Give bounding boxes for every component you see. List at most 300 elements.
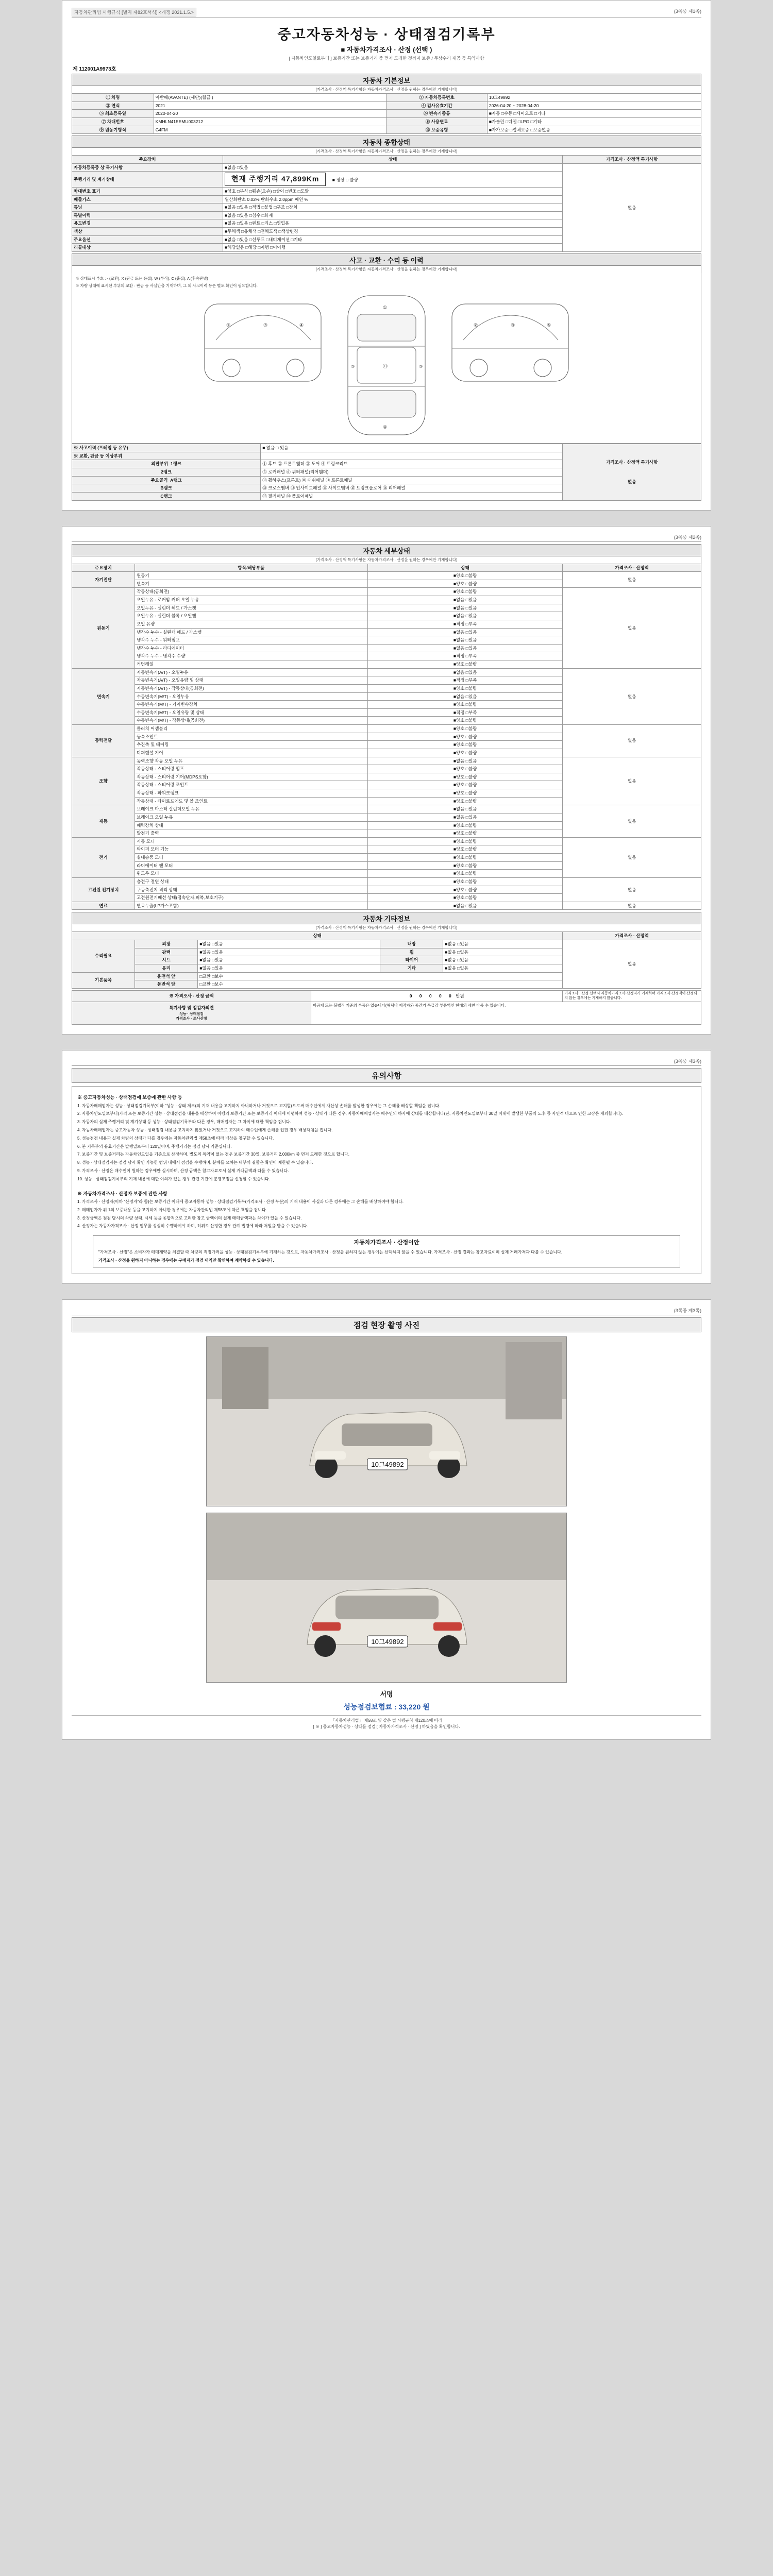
detail-state-6-1[interactable]: ■양호 □불량 <box>367 845 563 854</box>
special-note-sub1: 성능 · 상태점검 <box>179 1012 204 1016</box>
basic-value-5: 2020-04-20 <box>154 110 386 118</box>
detail-table <box>72 564 701 910</box>
inspection-fee: 성능점검보험료 : 33,220 원 <box>343 1702 430 1711</box>
detail-state-4-3[interactable]: ■양호 □불량 <box>367 781 563 789</box>
detail-group-6: 전기 <box>72 837 135 877</box>
section-accident-heading: 사고 · 교환 · 수리 등 이력 <box>72 253 701 266</box>
table-row <box>72 163 701 172</box>
car-diagram <box>75 291 698 440</box>
parts-group-3 <box>72 484 261 493</box>
svg-text:⑥: ⑥ <box>547 323 551 328</box>
condition-row-label-3: 배출가스 <box>72 195 223 204</box>
detail-state-6-3[interactable]: ■양호 □불량 <box>367 861 563 870</box>
valuation-guide-box <box>93 1235 680 1267</box>
accident-parts-value[interactable] <box>261 452 563 460</box>
detail-state-2-2[interactable]: ■양호 □불량 <box>367 684 563 692</box>
condition-row-label-0: 자동차등록증 상 특기사항 <box>72 163 223 172</box>
detail-col-2: 상태 <box>367 564 563 572</box>
table-row <box>72 110 701 118</box>
detail-group-1: 원동기 <box>72 588 135 668</box>
parts-group-text-0: ① 후드 ② 프론트휀더 ③ 도어 ④ 트렁크리드 <box>261 460 563 468</box>
detail-item-8-0: 연료누출(LP가스포함) <box>135 902 368 910</box>
detail-item-5-2: 배력장치 상태 <box>135 821 368 829</box>
detail-item-2-2: 자동변속기(A/T) - 작동상태(공회전) <box>135 684 368 692</box>
parts-group-level-2: A랭크 <box>170 477 182 483</box>
detail-state-5-1[interactable]: ■없음 □있음 <box>367 813 563 821</box>
parts-group-level-3: B랭크 <box>160 485 172 491</box>
detail-state-1-3[interactable]: ■없음 □있음 <box>367 612 563 620</box>
detail-note-7: 없음 <box>563 877 701 902</box>
condition-col-2: 상태 <box>223 156 563 164</box>
detail-item-6-2: 실내송풍 모터 <box>135 854 368 862</box>
special-note-text[interactable]: 비공개 또는 불법적 기준의 부품은 없습니다(해체나 제작자와 중간기 특급감 부품역인 현대의 세찬 다룸 수 있습니다. <box>311 1002 701 1025</box>
detail-state-6-2[interactable]: ■양호 □불량 <box>367 854 563 862</box>
other-value-3b[interactable]: ■없음 □있음 <box>443 964 563 972</box>
condition-row-state-3[interactable]: 일산화탄소 0.02% 탄화수소 2.0ppm 매연 % <box>223 195 563 204</box>
condition-row-label-6: 용도변경 <box>72 219 223 228</box>
accident-diagram-block <box>72 273 701 444</box>
detail-item-1-1: 오일누유 - 로커암 커버 오일 누유 <box>135 596 368 604</box>
table-row <box>72 126 701 134</box>
table-header-row <box>72 156 701 164</box>
detail-state-4-0[interactable]: ■없음 □있음 <box>367 757 563 765</box>
basic-value-10: ■자가보증 □업체보증 □보증없음 <box>487 126 701 134</box>
detail-item-6-3: 라디에이터 팬 모터 <box>135 861 368 870</box>
parts-group-text-4: ⑰ 필러패널 ⑱ 플로어패널 <box>261 492 563 500</box>
svg-text:③: ③ <box>263 323 268 328</box>
detail-state-4-1[interactable]: ■양호 □불량 <box>367 765 563 773</box>
detail-state-5-2[interactable]: ■양호 □불량 <box>367 821 563 829</box>
page-1 <box>62 0 711 511</box>
detail-state-3-2[interactable]: ■양호 □불량 <box>367 741 563 749</box>
detail-note-0: 없음 <box>563 572 701 588</box>
rear-plate-text: 10그49892 <box>371 1637 404 1646</box>
diagram-legend-2: ※ 차량 상태에 표시된 부위의 교환 · 판금 등 사실만을 기재하며, 그 외 사고이력 등은 별도 확인이 필요합니다. <box>75 283 258 288</box>
condition-row-state-1[interactable] <box>223 172 563 188</box>
condition-row-label-1: 주행거리 및 계기상태 <box>72 172 223 188</box>
svg-text:①: ① <box>226 323 231 328</box>
page-number-4: (3쪽중 제3쪽) <box>674 1308 701 1313</box>
condition-row-state-7[interactable]: ■무채색 □유채색 □전체도색 □색상변경 <box>223 228 563 236</box>
parts-group-text-1: ⑤ 로커패널 ⑥ 쿼터패널(리어휀더) <box>261 468 563 477</box>
notice-item: 7. 보증기간 및 보증거리는 자동차인도일을 기준으로 산정하며, 별도의 특약이 없는 경우 보증기간 30일, 보증거리 2,000km 중 먼저 도래한 것으로 합니다. <box>77 1152 349 1157</box>
valuation-title: ※ 가격조사 · 산정 금액 <box>72 990 311 1002</box>
basic-value-8: ■가솔린 □디젤 □LPG □기타 <box>487 117 701 126</box>
accident-history-value[interactable]: ■ 없음 □ 있음 <box>261 444 563 452</box>
detail-note-5: 없음 <box>563 805 701 838</box>
svg-text:②: ② <box>474 323 478 328</box>
accident-price-note-title: 가격조사 · 산정액 특기사항 <box>606 459 658 465</box>
condition-row-state-2[interactable]: ■양호 □부식 □훼손(오손) □상이 □변조 □도말 <box>223 187 563 195</box>
other-item-2b: 타이어 <box>380 956 443 964</box>
svg-text:⑬: ⑬ <box>383 364 388 369</box>
valuation-guide-title: 자동차가격조사 · 산정이안 <box>354 1240 419 1246</box>
parts-group-text-2: ⑨ 휠하우스(프론트) ⑩ 대쉬패널 ⑪ 프론트패널 <box>261 476 563 484</box>
condition-price-note: 없음 <box>563 163 701 251</box>
accident-price-note-label <box>563 444 701 500</box>
detail-col-3: 가격조사 · 산정액 <box>563 564 701 572</box>
other-value-2b[interactable]: ■없음 □있음 <box>443 956 563 964</box>
detail-note-2: 없음 <box>563 668 701 724</box>
notice-item: 3. 산정금액은 점검 당시의 차량 상태, 시세 등을 종합적으로 고려한 참고 금액이며 실제 매매금액과는 차이가 있을 수 있습니다. <box>77 1215 302 1221</box>
detail-state-2-5[interactable]: ■적정 □부족 <box>367 708 563 717</box>
accident-history-label: ※ 사고이력 (프레임 등 유무) <box>72 444 261 452</box>
detail-item-2-0: 자동변속기(A/T) - 오일누유 <box>135 668 368 676</box>
condition-col-0: 주요장치 <box>72 156 223 164</box>
valuation-amount[interactable] <box>311 990 562 1002</box>
notice-item: 1. 자동차매매업자는 성능 · 상태점검기록부(이하 "성능 · 상태 체크(의 기재 내용을 고지하지 아니하거나 거짓으로 고지할(으로써 매수인에게 재산상 손해를 발생한 경우에는 그 손해를 배상할 책임을 집니다. <box>77 1103 441 1108</box>
section-condition-note: (가격조사 · 산정액 특기사항은 자동차가격조사 · 산정을 원하는 경우에만 기재합니다) <box>72 148 701 155</box>
basic-label-7: ⑦ 차대번호 <box>72 117 154 126</box>
svg-text:⑤: ⑤ <box>419 364 423 369</box>
valuation-table <box>72 990 701 1025</box>
section-other-heading: 자동차 기타정보 <box>72 912 701 924</box>
detail-group-2: 변속기 <box>72 668 135 724</box>
detail-state-4-4[interactable]: ■양호 □불량 <box>367 789 563 798</box>
detail-state-1-8[interactable]: ■적정 □부족 <box>367 652 563 660</box>
basic-value-3: 2021 <box>154 101 386 110</box>
detail-note-6: 없음 <box>563 837 701 877</box>
condition-row-state-0[interactable]: ■없음 □있음 <box>223 163 563 172</box>
detail-item-2-6: 수동변속기(M/T) - 작동상태(공회전) <box>135 717 368 725</box>
table-row <box>72 444 701 452</box>
detail-state-3-0[interactable]: ■양호 □불량 <box>367 725 563 733</box>
detail-group-8: 연료 <box>72 902 135 910</box>
detail-state-6-4[interactable]: ■양호 □불량 <box>367 870 563 878</box>
detail-state-1-0[interactable]: ■양호 □불량 <box>367 588 563 596</box>
detail-item-0-0: 원동기 <box>135 572 368 580</box>
table-row <box>72 940 701 948</box>
detail-state-0-1[interactable]: ■양호 □불량 <box>367 580 563 588</box>
table-row <box>72 877 701 886</box>
detail-note-3: 없음 <box>563 725 701 757</box>
table-row <box>72 805 701 814</box>
table-row <box>72 572 701 580</box>
detail-col-0: 주요장치 <box>72 564 135 572</box>
valuation-amount-digits: 0 0 0 0 0 <box>409 993 455 999</box>
valuation-amount-unit: 만원 <box>456 993 464 999</box>
notice-item: 5. 성능점검 내용과 실제 차량의 상태가 다를 경우에는 자동차관리법 제58조에 따라 배상을 청구할 수 있습니다. <box>77 1136 274 1141</box>
signature-label: 서명 <box>380 1690 393 1698</box>
parts-group-level-1: 2랭크 <box>161 469 172 474</box>
detail-item-6-4: 윈도우 모터 <box>135 870 368 878</box>
parts-group-4 <box>72 492 261 500</box>
detail-item-1-5: 냉각수 누수 - 실린더 헤드 / 가스켓 <box>135 628 368 636</box>
footer-line-1: 「자동차관리법」 제58조 및 같은 법 시행규칙 제120조에 따라 <box>330 1718 443 1723</box>
special-note-sub2: 가격조사 · 조사산정 <box>176 1017 207 1021</box>
basic-label-6: ⑥ 변속기종류 <box>386 110 487 118</box>
detail-item-1-0: 작동상태(공회전) <box>135 588 368 596</box>
other-item-1b: 휠 <box>380 948 443 956</box>
basic-value-9: G4FM <box>154 126 386 134</box>
page-number-1: (3쪽중 제1쪽) <box>674 9 701 14</box>
detail-item-4-1: 작동상태 - 스티어링 펌프 <box>135 765 368 773</box>
other-item-0a: 외장 <box>135 940 198 948</box>
detail-item-0-1: 변속기 <box>135 580 368 588</box>
detail-state-1-1[interactable]: ■없음 □있음 <box>367 596 563 604</box>
detail-item-1-3: 오일누유 - 실린더 블록 / 오일팬 <box>135 612 368 620</box>
document-footer <box>72 1715 701 1730</box>
section-condition-heading: 자동차 종합상태 <box>72 135 701 148</box>
detail-state-6-0[interactable]: ■양호 □불량 <box>367 837 563 845</box>
photo-front <box>206 1336 567 1506</box>
document-subnote: [ 자동차인도일로부터 ] 보증기간 또는 보증거리 중 먼저 도래한 것까지 보증 / 무상수리 제공 등 특약사항 <box>289 56 484 61</box>
other-item-3b: 기타 <box>380 964 443 972</box>
tire-value-1[interactable]: □교환 □보수 <box>198 980 563 989</box>
table-header-row <box>72 932 701 940</box>
page-header-strip-4 <box>72 1307 701 1315</box>
valuation-side-note: 가격조사 · 산정 선택시 자동차가격조사·산정자가 기재하며 가격조사·산정액이 산정되지 않는 경우에는 기재하지 않습니다. <box>563 990 701 1002</box>
svg-text:③: ③ <box>511 323 515 328</box>
parts-group-2 <box>72 476 261 484</box>
condition-row-label-9: 리콜대상 <box>72 244 223 252</box>
photo-rear <box>206 1513 567 1683</box>
parts-group-name-0: 외판부위 <box>151 461 169 467</box>
basic-value-7: KMHLN41EEMU003212 <box>154 117 386 126</box>
condition-row-label-8: 주요옵션 <box>72 235 223 244</box>
detail-item-1-7: 냉각수 누수 - 라디에이터 <box>135 644 368 652</box>
car-diagram-left-side <box>201 291 325 394</box>
notice-item: 6. 본 기록부의 유효기간은 발행일로부터 120일이며, 주행거리는 점검 당시 기준입니다. <box>77 1144 232 1149</box>
detail-item-4-3: 작동상태 - 스티어링 조인트 <box>135 781 368 789</box>
table-header-row <box>72 564 701 572</box>
basic-value-4: 2026-04-20 ~ 2028-04-20 <box>487 101 701 110</box>
notice-item: 10. 성능 · 상태점검기록부의 기재 내용에 대한 이의가 있는 경우 관련 기관에 분쟁조정을 신청할 수 있습니다. <box>77 1176 270 1181</box>
mileage-state[interactable]: ■ 정상 □ 불량 <box>332 177 358 183</box>
detail-item-1-2: 오일누유 - 실린더 헤드 / 가스켓 <box>135 604 368 612</box>
notice-item: 2. 매매업자가 위 1의 보증내용 등을 고지하지 아니한 경우에는 자동차관리법 제58조에 따른 책임을 집니다. <box>77 1207 267 1212</box>
other-value-1b[interactable]: ■없음 □있음 <box>443 948 563 956</box>
notice-item: 2. 자동차인도일로부터(가격 또는 보증기간 성능 · 상태점검을 내용을 배상하여 이행의 보증기간 또는 보증거리 이내에 이행하며 성능 · 상태가 다른 경우, 자동차매매업자는 매수인의 하자에 상태를 배상합니다(단, 자동차인도일로부터 30일 이내에 발생한 부품의 노후 등 자연적 마모로 인한 고장은 제외합니다). <box>77 1111 623 1116</box>
notice-heading-2: ※ 자동차가격조사 · 산정자 보증에 관한 사항 <box>77 1191 167 1196</box>
other-col-1: 가격조사 · 산정액 <box>563 932 701 940</box>
svg-text:①: ① <box>383 305 388 311</box>
detail-state-7-0[interactable]: ■양호 □불량 <box>367 877 563 886</box>
table-row <box>72 837 701 845</box>
section-basic-heading: 자동차 기본정보 <box>72 74 701 86</box>
document-title: 중고자동차성능 · 상태점검기록부 <box>277 27 496 42</box>
other-value-3a[interactable]: ■없음 □있음 <box>198 964 380 972</box>
car-diagram-right-side <box>448 291 572 394</box>
condition-row-state-9[interactable]: ■해당없음 □해당 □이행 □미이행 <box>223 244 563 252</box>
condition-row-state-8[interactable]: ■없음 □있음 □선루프 □내비게이션 □기타 <box>223 235 563 244</box>
other-item-1a: 광택 <box>135 948 198 956</box>
table-row <box>72 990 701 1002</box>
condition-table <box>72 155 701 252</box>
parts-group-level-0: 1랭크 <box>170 461 182 467</box>
detail-item-1-4: 오일 유량 <box>135 620 368 628</box>
detail-item-5-3: 발전기 출력 <box>135 829 368 838</box>
basic-info-table <box>72 93 701 134</box>
section-detail-heading: 자동차 세부상태 <box>72 544 701 556</box>
page-header-strip <box>72 8 701 18</box>
parts-group-text-3: ⑫ 크로스멤버 ⑬ 인사이드패널 ⑭ 사이드멤버 ⑮ 트렁크플로어 ⑯ 리어패널 <box>261 484 563 493</box>
notice-item: 4. 자동차매매업자는 중고자동차 성능 · 상태점검 내용을 고지하지 않았거나 거짓으로 고지하여 매수인에게 손해를 입힌 경우 배상책임을 집니다. <box>77 1128 333 1133</box>
car-diagram-top-view <box>327 291 446 440</box>
detail-state-1-4[interactable]: ■적정 □부족 <box>367 620 563 628</box>
detail-item-3-2: 추진축 및 베어링 <box>135 741 368 749</box>
notice-body <box>72 1086 701 1274</box>
svg-text:④: ④ <box>299 323 304 328</box>
detail-item-2-1: 자동변속기(A/T) - 오일유량 및 상태 <box>135 676 368 685</box>
detail-state-7-2[interactable]: ■양호 □불량 <box>367 894 563 902</box>
document-number: 제 112001A9973호 <box>73 66 116 72</box>
basic-label-8: ⑧ 사용연료 <box>386 117 487 126</box>
other-group-label: 수리필요 <box>72 940 135 973</box>
section-accident-note: (가격조사 · 산정액 특기사항은 자동차가격조사 · 산정을 원하는 경우에만 기재합니다) <box>72 266 701 273</box>
accident-summary-table <box>72 444 701 500</box>
basic-value-6: ■자동 □수동 □세미오토 □기타 <box>487 110 701 118</box>
detail-group-0: 자기진단 <box>72 572 135 588</box>
notice-item: 8. 성능 · 상태점검자는 점검 당시 확인 가능한 범위 내에서 점검을 수행하며, 분해를 요하는 내부의 결함은 확인이 제한될 수 있습니다. <box>77 1160 313 1165</box>
detail-state-5-0[interactable]: ■없음 □있음 <box>367 805 563 814</box>
tire-value-0[interactable]: □교환 □보수 <box>198 972 563 980</box>
detail-item-5-1: 브레이크 오일 누유 <box>135 813 368 821</box>
detail-note-1: 없음 <box>563 588 701 668</box>
other-info-table <box>72 931 701 988</box>
footer-line-2: [ ※ ] 중고자동차성능 · 상태를 점검 [ 자동차가격조사 · 산정 ] 하였음을 확인합니다. <box>313 1724 460 1729</box>
tire-item-0: 운전석 앞 <box>135 972 198 980</box>
document-subtitle: ■ 자동차가격조사 · 산정 (선택 ) <box>341 46 432 54</box>
detail-state-3-1[interactable]: ■양호 □불량 <box>367 733 563 741</box>
detail-item-6-0: 시동 모터 <box>135 837 368 845</box>
tire-group-label: 기본품목 <box>72 972 135 988</box>
detail-item-7-0: 충전구 절연 상태 <box>135 877 368 886</box>
basic-label-3: ③ 연식 <box>72 101 154 110</box>
valuation-guide-bold: 가격조사 · 산정을 원하지 아니하는 경우에는 구매자가 점검 내역만 확인하여 계약하실 수 있습니다. <box>98 1258 274 1263</box>
detail-state-2-4[interactable]: ■양호 □불량 <box>367 701 563 709</box>
basic-label-9: ⑨ 원동기형식 <box>72 126 154 134</box>
detail-item-4-4: 작동상태 - 파워크랭크 <box>135 789 368 798</box>
page-2 <box>62 526 711 1035</box>
page-header-strip-3 <box>72 1058 701 1066</box>
form-reference: 자동차관리법 시행규칙 [별지 제82호서식] <개정 2021.1.5.> <box>72 8 196 16</box>
table-row <box>72 101 701 110</box>
page-number-3: (3쪽중 제3쪽) <box>674 1059 701 1064</box>
detail-state-1-9[interactable]: ■양호 □불량 <box>367 660 563 669</box>
other-item-0b: 내장 <box>380 940 443 948</box>
detail-item-2-4: 수동변속기(M/T) - 기어변속장치 <box>135 701 368 709</box>
detail-item-4-2: 작동상태 - 스티어링 기어(MDPS포함) <box>135 773 368 781</box>
section-other-note: (가격조사 · 산정액 특기사항은 자동차가격조사 · 산정을 원하는 경우에만 기재합니다) <box>72 924 701 931</box>
condition-row-state-4[interactable]: ■없음 □있음 □적법 □불법 □구조 □장치 <box>223 204 563 212</box>
notice-item: 3. 자동차의 실제 주행거리 및 계기상태 등 성능 · 상태점검기록부와 다른 경우, 매매업자는 그 차이에 대한 책임을 집니다. <box>77 1120 291 1125</box>
detail-state-1-7[interactable]: ■없음 □있음 <box>367 644 563 652</box>
detail-state-8-0[interactable]: ■없음 □있음 <box>367 902 563 910</box>
basic-value-2: 10그49892 <box>487 94 701 102</box>
page-4 <box>62 1299 711 1740</box>
accident-price-note-value: 없음 <box>627 479 636 485</box>
detail-item-1-6: 냉각수 누수 - 워터펌프 <box>135 636 368 645</box>
condition-row-label-4: 튜닝 <box>72 204 223 212</box>
table-row <box>72 668 701 676</box>
detail-group-3: 동력전달 <box>72 725 135 757</box>
basic-label-4: ④ 검사유효기간 <box>386 101 487 110</box>
section-basic-note: (가격조사 · 산정액 특기사항은 자동차가격조사 · 산정을 원하는 경우에만 기재합니다) <box>72 86 701 93</box>
table-row <box>72 1002 701 1025</box>
page-3 <box>62 1050 711 1283</box>
other-value-1a[interactable]: ■없음 □있음 <box>198 948 380 956</box>
other-col-0: 상태 <box>72 932 563 940</box>
table-row <box>72 117 701 126</box>
detail-item-3-3: 디퍼렌셜 기어 <box>135 749 368 757</box>
condition-row-label-5: 특별이력 <box>72 211 223 219</box>
notice-title: 유의사항 <box>72 1068 701 1083</box>
other-item-3a: 유리 <box>135 964 198 972</box>
section-detail-note: (가격조사 · 산정액 특기사항은 자동차가격조사 · 산정을 원하는 경우에만 기재합니다) <box>72 556 701 564</box>
detail-state-1-6[interactable]: ■없음 □있음 <box>367 636 563 645</box>
svg-text:④: ④ <box>383 425 388 430</box>
table-row <box>72 757 701 765</box>
parts-group-0 <box>72 460 261 468</box>
table-row <box>72 588 701 596</box>
basic-label-5: ⑤ 최초등록일 <box>72 110 154 118</box>
mileage-value: 현재 주행거리 47,899Km <box>225 173 326 186</box>
basic-label-2: ② 자동차등록번호 <box>386 94 487 102</box>
condition-row-state-6[interactable]: ■없음 □있음 □렌트 □리스 □영업용 <box>223 219 563 228</box>
detail-group-4: 조향 <box>72 757 135 805</box>
detail-note-4: 없음 <box>563 757 701 805</box>
parts-group-level-4: C랭크 <box>160 493 172 499</box>
page-number-2: (3쪽중 제2쪽) <box>674 534 701 540</box>
other-item-2a: 시트 <box>135 956 198 964</box>
condition-row-state-5[interactable]: ■없음 □있음 □침수 □화재 <box>223 211 563 219</box>
diagram-legend-1: ※ 상태표시 부호 : - (교환), X (판금 또는 용접), W (부식), C (흠집), A (후속판넬) <box>75 276 208 281</box>
detail-state-4-2[interactable]: ■양호 □불량 <box>367 773 563 781</box>
detail-state-2-0[interactable]: ■없음 □있음 <box>367 668 563 676</box>
page-header-strip-2 <box>72 534 701 542</box>
condition-col-3: 가격조사 · 산정액 특기사항 <box>563 156 701 164</box>
condition-row-label-7: 색상 <box>72 228 223 236</box>
photo-rear-image <box>207 1513 567 1683</box>
table-row <box>72 725 701 733</box>
detail-item-4-0: 동력조향 작동 오일 누유 <box>135 757 368 765</box>
detail-state-0-0[interactable]: ■양호 □불량 <box>367 572 563 580</box>
detail-state-2-3[interactable]: ■없음 □있음 <box>367 692 563 701</box>
other-value-2a[interactable]: ■없음 □있음 <box>198 956 380 964</box>
detail-state-1-2[interactable]: ■없음 □있음 <box>367 604 563 612</box>
detail-state-5-3[interactable]: ■양호 □불량 <box>367 829 563 838</box>
detail-state-1-5[interactable]: ■없음 □있음 <box>367 628 563 636</box>
detail-item-7-1: 구동축전지 격리 상태 <box>135 886 368 894</box>
detail-state-2-1[interactable]: ■적정 □부족 <box>367 676 563 685</box>
parts-group-name-2: 주요골격 <box>150 477 168 483</box>
special-note-title: 특기사항 및 점검자의견 <box>169 1005 214 1010</box>
detail-col-1: 항목/해당부품 <box>135 564 368 572</box>
special-note-label <box>72 1002 311 1025</box>
detail-item-3-1: 등속조인트 <box>135 733 368 741</box>
table-row <box>72 94 701 102</box>
parts-group-1 <box>72 468 261 477</box>
other-value-0a[interactable]: ■없음 □있음 <box>198 940 380 948</box>
detail-state-2-6[interactable]: ■양호 □불량 <box>367 717 563 725</box>
detail-state-4-5[interactable]: ■양호 □불량 <box>367 797 563 805</box>
detail-note-8: 없음 <box>563 902 701 910</box>
front-plate-text: 10그49892 <box>371 1460 404 1468</box>
detail-state-3-3[interactable]: ■양호 □불량 <box>367 749 563 757</box>
detail-state-7-1[interactable]: ■양호 □불량 <box>367 886 563 894</box>
basic-label-1: ① 차명 <box>72 94 154 102</box>
detail-item-3-0: 클러치 어셈블리 <box>135 725 368 733</box>
basic-value-1: 아반떼(AVANTE) (세단)(월급 ) <box>154 94 386 102</box>
other-value-0b[interactable]: ■없음 □있음 <box>443 940 563 948</box>
notice-item: 4. 산정자는 자동차가격조사 · 산정 업무를 성실히 수행하여야 하며, 허위로 산정한 경우 관계 법령에 따라 처벌을 받을 수 있습니다. <box>77 1224 308 1229</box>
detail-item-5-0: 브레이크 마스터 실린더오일 누유 <box>135 805 368 814</box>
accident-parts-label: ※ 교환, 판금 등 이상부위 <box>72 452 261 460</box>
notice-item: 9. 가격조사 · 산정은 매수인이 원하는 경우에만 실시하며, 산정 금액은 참고자료로서 실제 거래금액과 다를 수 있습니다. <box>77 1168 289 1174</box>
notice-item: 1. 가격조사 · 산정자(이하 "산정자"라 함)는 보증기간 이내에 중고자동차 성능 · 상태점검기록부(가격조사 · 산정 부분)의 기재 내용이 사실과 다른 경우에는 그 손해를 배상하여야 합니다. <box>77 1199 404 1204</box>
svg-text:⑤: ⑤ <box>351 364 355 369</box>
